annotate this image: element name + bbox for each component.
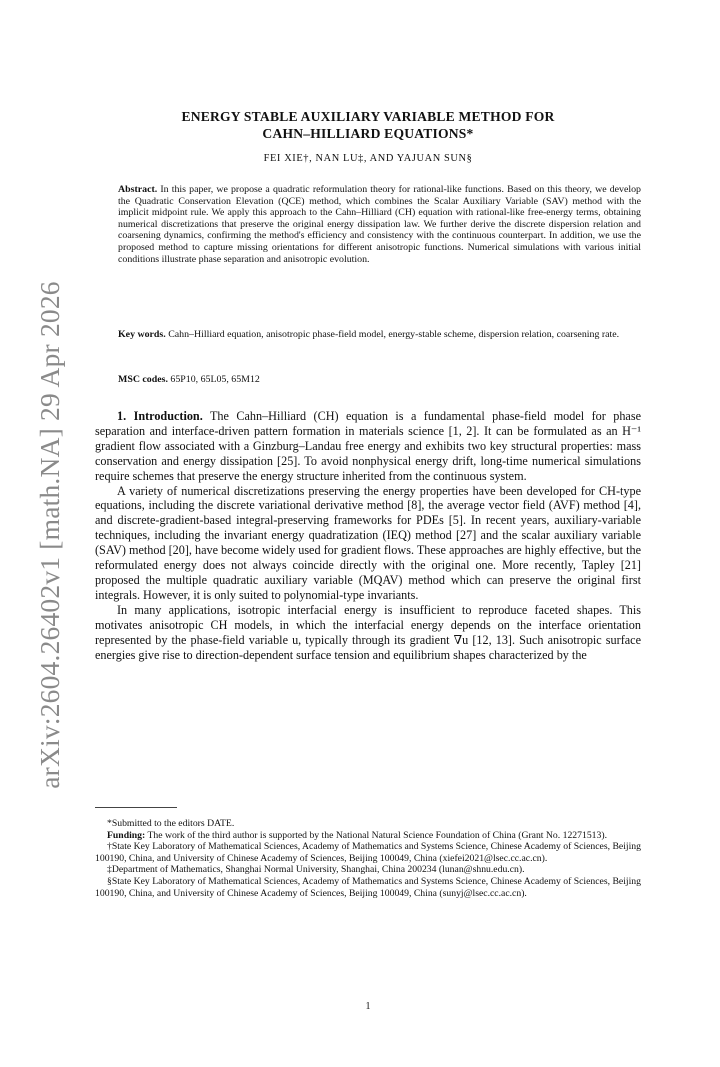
funding-text: The work of the third author is supported by the National Natural Science Foundation of China (Grant No. 12271513). <box>147 829 608 841</box>
title-line-2: CAHN–HILLIARD EQUATIONS* <box>262 126 474 141</box>
page-number: 1 <box>365 1001 371 1012</box>
msc-label: MSC codes. <box>118 374 168 385</box>
intro-paragraph-3: In many applications, isotropic interfacial energy is insufficient to reproduce faceted shapes. This motivates anisotropic CH models, in which the interfacial energy depends on the interface orientation represented by the phase-field variable u, typically through its gradient ∇u [12, 13]. Such anisotropic surface energies give rise to direction-dependent surface tension and equilibrium shapes characterized by the <box>95 602 641 662</box>
intro-paragraph-1 <box>95 409 641 484</box>
abstract <box>118 184 641 265</box>
funding-label: Funding: <box>107 829 146 841</box>
abstract-text: In this paper, we propose a quadratic reformulation theory for rational-like functions. Based on this theory, we develop the Quadratic Conservation Elevation (QCE) method, which combines the Scalar Auxiliary Variable (SAV) method with the implicit midpoint rule. We apply this approach to the Cahn–Hilliard (CH) equation with rational-like free-energy terms, obtaining numerical discretizations that preserve the original energy dissipation law. We further derive the discrete dispersion relation and coarsening dynamics, confirming the method's efficiency and consistency with the continuous counterpart. In addition, we use the proposed method to capture missing orientations for different anisotropic functions. Numerical simulations with various initial conditions illustrate phase separation and anisotropic evolution. <box>118 184 641 265</box>
arxiv-identifier: arXiv:2604.26402v1 [math.NA] 29 Apr 2026 <box>34 281 65 789</box>
keywords <box>118 329 641 341</box>
intro-paragraph-1-text: The Cahn–Hilliard (CH) equation is a fundamental phase-field model for phase separation and interface-driven pattern formation in materials science [1, 2]. It can be formulated as an H⁻¹ gradient flow associated with a Ginzburg–Landau free energy and exhibits two key structural properties: mass conservation and energy dissipation [25]. To avoid nonphysical energy drift, long-time numerical simulations require schemes that preserve the energy structure inherited from the continuous system. <box>95 409 641 483</box>
keywords-text: Cahn–Hilliard equation, anisotropic phase-field model, energy-stable scheme, dispersion relation, coarsening rate. <box>168 329 620 340</box>
msc-text: 65P10, 65L05, 65M12 <box>170 374 260 385</box>
introduction-section <box>95 409 641 662</box>
footnote-divider <box>95 807 177 808</box>
abstract-label: Abstract. <box>118 184 158 195</box>
msc-codes <box>118 374 641 386</box>
footnote-affiliation-sun: §State Key Laboratory of Mathematical Sciences, Academy of Mathematics and Systems Science, Chinese Academy of Sciences, Beijing 100190, China, and University of Chinese Academy of Sciences, Beijing 100049, China (sunyj@lsec.cc.ac.cn). <box>95 875 641 899</box>
arxiv-sidebar <box>28 255 72 815</box>
keywords-label: Key words. <box>118 329 166 340</box>
footnote-affiliation-xie: †State Key Laboratory of Mathematical Sciences, Academy of Mathematics and Systems Science, Chinese Academy of Sciences, Beijing 100190, China, and University of Chinese Academy of Sciences, Beijing 100049, China (xiefei2021@lsec.cc.ac.cn). <box>95 841 641 864</box>
intro-paragraph-2: A variety of numerical discretizations preserving the energy properties have been developed for CH-type equations, including the discrete variational derivative method [8], the average vector field (AVF) method [4], and discrete-gradient-based integral-preserving frameworks for PDEs [5]. In recent years, auxiliary-variable techniques, including the invariant energy quadratization (IEQ) method [27] and the scalar auxiliary variable (SAV) method [20], have become widely used for gradient flows. These approaches are highly effective, but the reformulated energy does not always coincide directly with the original one. More recently, Tapley [21] proposed the multiple quadratic auxiliary variable (MQAV) method which can preserve the original first integrals. However, it is only suited to polynomial-type invariants. <box>95 483 641 602</box>
footnote-affiliation-lu: ‡Department of Mathematics, Shanghai Normal University, Shanghai, China 200234 (lunan@shnu.edu.cn). <box>107 864 525 876</box>
footnote-funding <box>95 830 641 842</box>
title-line-1: ENERGY STABLE AUXILIARY VARIABLE METHOD FOR <box>181 109 555 124</box>
paper-title <box>95 108 641 142</box>
section-heading: 1. Introduction. <box>117 409 203 423</box>
footnote-submitted: *Submitted to the editors DATE. <box>107 818 235 829</box>
footnotes <box>95 818 641 899</box>
author-list: FEI XIE†, NAN LU‡, AND YAJUAN SUN§ <box>263 153 473 164</box>
